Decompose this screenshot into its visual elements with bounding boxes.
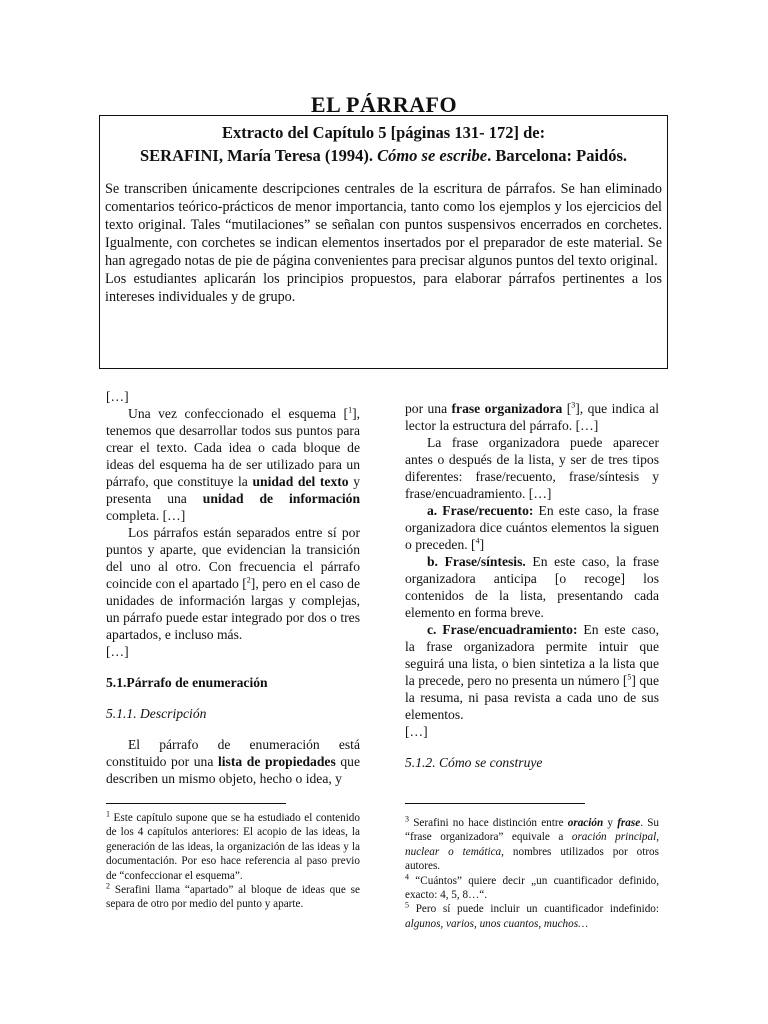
footnote-text: Pero sí puede incluir un cuantificador indefinido: bbox=[409, 903, 659, 916]
footnotes-left bbox=[106, 811, 360, 912]
source-chapter-line: Extracto del Capítulo 5 [páginas 131- 172] de: bbox=[221, 123, 546, 142]
text-run: En este caso, la frase organizadora anticipa [o recoge] los contenidos de la lista, presentando cada elemento en forma breve. bbox=[405, 554, 659, 620]
footnote-text: Serafini no hace distinción entre bbox=[409, 817, 568, 829]
text-run: ], tenemos que desarrollar todos sus puntos para crear el texto. Cada idea o cada bloque de ideas del esquema ha de ser utilizado para un párrafo, que constituye la bbox=[106, 406, 360, 489]
emphasis-term: algunos, varios, unos cuantos, muchos… bbox=[405, 917, 589, 930]
subsection-heading: 5.1.2. Cómo se construye bbox=[405, 755, 543, 770]
footnote-text: , nombres utilizados por otros autores. bbox=[405, 845, 659, 873]
text-run: Una vez confeccionado el esquema [ bbox=[128, 406, 349, 421]
footnote-number: 5 bbox=[405, 900, 409, 910]
text-run: En este caso, la frase organizadora permite intuir que seguirá una lista, o bien sintetiza a la lista que la precede, pero no presenta un número [ bbox=[405, 622, 659, 688]
bold-term: b. Frase/síntesis. bbox=[427, 554, 526, 569]
bold-term: unidad del texto bbox=[252, 474, 349, 489]
text-run: por una bbox=[405, 401, 452, 416]
emphasis-term: frase bbox=[617, 817, 641, 829]
text-run: ], pero en el caso de unidades de información largas y complejas, un párrafo puede estar integrado por dos o tres apartados, e incluso más. bbox=[106, 576, 360, 642]
footnote-number: 3 bbox=[405, 814, 409, 824]
text-run: Los párrafos están separados entre sí por puntos y aparte, que evidencian la transición del uno al otro. Con frecuencia el párrafo coincide con el apartado [ bbox=[106, 525, 360, 591]
footnote-3 bbox=[405, 816, 659, 874]
body-paragraph bbox=[106, 524, 360, 643]
text-run: ], que indica al lector la estructura del párrafo. […] bbox=[405, 401, 660, 433]
footnote-separator bbox=[405, 803, 585, 804]
right-column bbox=[405, 400, 659, 771]
page-title: EL PÁRRAFO bbox=[310, 92, 458, 117]
body-paragraph bbox=[405, 400, 659, 434]
text-run: [ bbox=[562, 401, 572, 416]
bold-term: a. Frase/recuento: bbox=[427, 503, 534, 518]
footnote-text: “Cuántos” quiere decir „un cuantificador definido, exacto: 4, 5, 8…“. bbox=[405, 874, 659, 902]
body-paragraph bbox=[106, 405, 360, 524]
body-paragraph: La frase organizadora puede aparecer antes o después de la lista, y ser de tres tipos diferentes: frase/recuento, frase/síntesis y frase/encuadramiento. […] bbox=[405, 435, 659, 501]
text-run: que describen un mismo objeto, hecho o idea, y bbox=[106, 754, 360, 786]
footnote-number: 1 bbox=[106, 809, 110, 819]
footnote-text: Serafini llama “apartado” al bloque de ideas que se separa de otro por medio del punto y aparte. bbox=[106, 884, 360, 911]
footnote-number: 2 bbox=[106, 881, 110, 891]
list-item-a bbox=[405, 502, 659, 553]
citation-publisher: . Barcelona: Paidós. bbox=[487, 146, 628, 165]
bold-term: c. Frase/encuadramiento: bbox=[427, 622, 578, 637]
text-run: ] que la resuma, ni pasa revista a cada uno de sus elementos. bbox=[405, 673, 659, 722]
text-run: El párrafo de enumeración está constituido por una bbox=[106, 737, 360, 769]
footnote-text: y bbox=[603, 817, 618, 829]
text-run: ] bbox=[479, 537, 485, 552]
footnote-1 bbox=[106, 811, 360, 883]
footnote-4 bbox=[405, 871, 659, 903]
footnote-ref: 4 bbox=[475, 536, 480, 546]
footnotes-right bbox=[405, 816, 659, 931]
intro-paragraph-1: Se transcriben únicamente descripciones centrales de la escritura de párrafos. Se han eliminado comentarios teórico-prácticos de menor importancia, tanto como los ejemplos y los ejercicios del texto original. Tales “mutilaciones” se señalan con puntos suspensivos encerrados en corchetes. Igualmente, con corchetes se indican elementos insertados por el preparador de este material. Se han agregado notas de pie de página convenientes para precisar algunos puntos del texto original. bbox=[105, 181, 662, 269]
intro-paragraph-2: Los estudiantes aplicarán los principios propuestos, para elaborar párrafos pertinentes a los intereses individuales y de grupo. bbox=[105, 271, 662, 305]
list-item-c bbox=[405, 621, 659, 723]
bold-term: lista de propiedades bbox=[218, 754, 336, 769]
footnote-text: . Su “frase organizadora” equivale a bbox=[405, 817, 660, 844]
footnote-ref: 1 bbox=[348, 405, 353, 415]
body-paragraph bbox=[106, 736, 360, 787]
bold-term: unidad de información bbox=[202, 491, 360, 506]
footnote-separator bbox=[106, 803, 286, 804]
footnote-text: Este capítulo supone que se ha estudiado el contenido de los 4 capítulos anteriores: El acopio de las ideas, la generación de las ideas, la organización de las ideas y la documentación. Por eso hace referencia al paso previo de “confeccionar el esquema”. bbox=[106, 812, 360, 882]
section-heading: 5.1.Párrafo de enumeración bbox=[106, 675, 268, 690]
text-run: completa. […] bbox=[106, 508, 186, 523]
ellipsis: […] bbox=[405, 724, 428, 739]
text-run: En este caso, la frase organizadora dice cuántos elementos la siguen o preceden. [ bbox=[405, 503, 659, 552]
emphasis-term: oración bbox=[567, 817, 604, 829]
intro-text bbox=[105, 180, 662, 306]
footnote-ref: 2 bbox=[246, 575, 251, 585]
intro-box bbox=[99, 115, 668, 369]
ellipsis: […] bbox=[106, 389, 129, 404]
list-item-b bbox=[405, 553, 659, 621]
text-run: y presenta una bbox=[106, 474, 360, 506]
footnote-ref: 3 bbox=[571, 400, 576, 410]
footnote-5 bbox=[405, 902, 659, 931]
footnote-2 bbox=[106, 883, 360, 912]
footnote-number: 4 bbox=[405, 871, 409, 881]
left-column bbox=[106, 388, 360, 787]
bold-term: frase organizadora bbox=[451, 401, 563, 416]
emphasis-term: oración principal, nuclear o temática bbox=[405, 831, 659, 858]
source-citation-line bbox=[100, 144, 667, 167]
ellipsis: […] bbox=[106, 644, 129, 659]
citation-book-title: Cómo se escribe bbox=[377, 146, 488, 165]
footnote-ref: 5 bbox=[627, 672, 632, 682]
citation-author: SERAFINI, María Teresa (1994). bbox=[139, 146, 378, 165]
subsection-heading: 5.1.1. Descripción bbox=[106, 706, 207, 721]
